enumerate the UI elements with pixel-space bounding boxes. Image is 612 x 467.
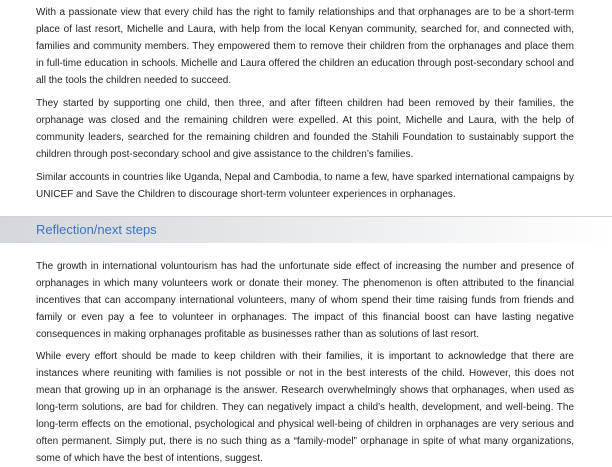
body-paragraph: They started by supporting one child, then three, and after fifteen children had been removed by their families, the orphanage was closed and the remaining children were expelled. At this point, Michelle and Laura, with the help of community leaders, searched for the remaining children and founded the Stahili Foundation to sustainably support the children through post-secondary school and give assistance to the children’s families. [36,98,574,160]
body-paragraph: With a passionate view that every child has the right to family relationships and that orphanages are to be a short-term place of last resort, Michelle and Laura, with help from the local Kenyan community, searched for, and connected with, families and community members. They empowered them to remove their children from the orphanages and place them in full-time education in schools. Michelle and Laura offered the children an education through post-secondary school and all the tools the children needed to succeed. [36,7,574,86]
section-title: Reflection/next steps [36,222,157,237]
body-paragraph: The growth in international voluntourism has had the unfortunate side effect of increasing the number and presence of orphanages in which many volunteers work or donate their money. The phenomenon is often attributed to the financial incentives that can accompany international volunteers, many of whom spend their time raising funds from friends and family or even pay a fee to volunteer in orphanages. The impact of this financial boost can have lasting negative consequences in making orphanages profitable as businesses rather than as solutions of last resort. [36,261,574,340]
body-paragraph: While every effort should be made to keep children with their families, it is important to acknowledge that there are instances where reuniting with families is not possible or not in the best interests of the child. However, this does not mean that growing up in an orphanage is the answer. Research overwhelmingly shows that orphanages, when used as long-term solutions, are bad for children. They can negatively impact a child’s health, development, and well-being. The long-term effects on the emotional, psychological and physical well-being of children in orphanages are very serious and often permanent. Simply put, there is no such thing as a “family-model” orphanage in spite of what many organizations, some of which have the best of intentions, suggest. [36,351,574,464]
section-header-bar [0,216,612,243]
body-paragraph: Similar accounts in countries like Uganda, Nepal and Cambodia, to name a few, have sparked international campaigns by UNICEF and Save the Children to discourage short-term volunteer experiences in orphanages. [36,172,574,200]
